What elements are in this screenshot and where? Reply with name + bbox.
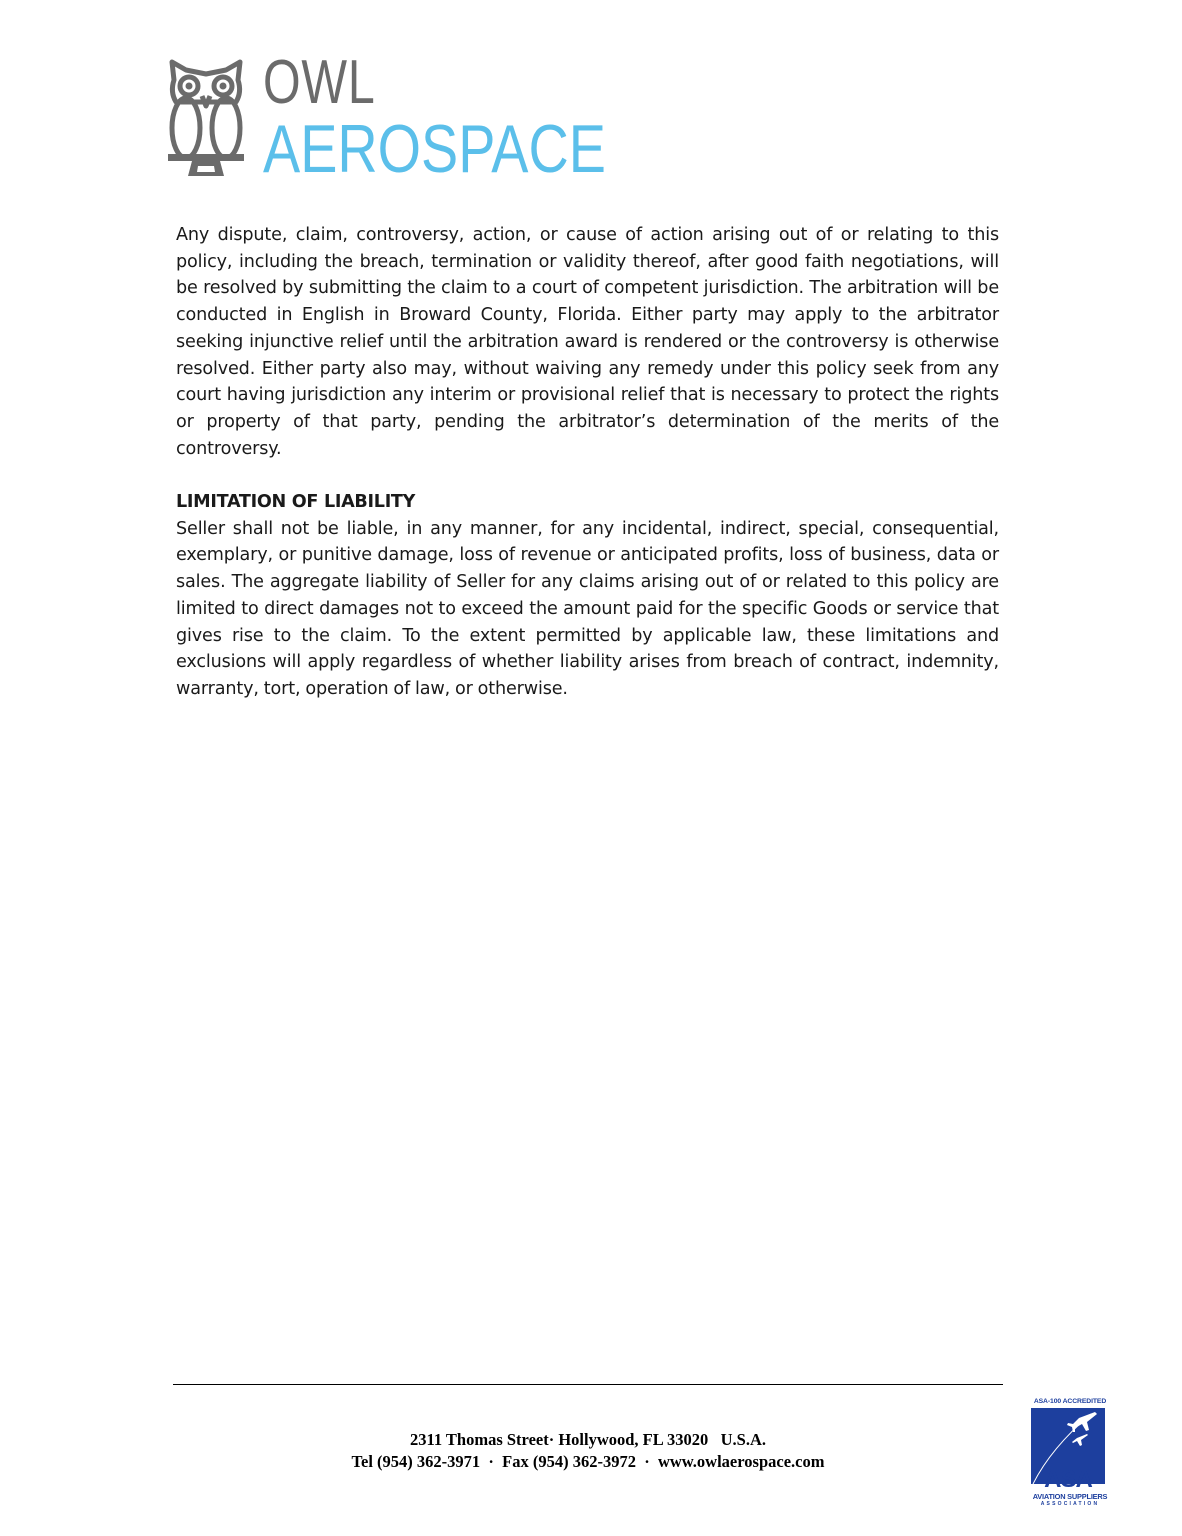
- brand-name-aerospace: AEROSPACE: [263, 111, 606, 187]
- dispute-resolution-paragraph: Any dispute, claim, controversy, action, or cause of action arising out of or relating to this policy, including the breach, termination or validity thereof, after good faith negotiations, will be resolved by submitting the claim to a court of competent jurisdiction. The arbitration will be conducted in English in Broward County, Florida. Either party may apply to the arbitrator seeking injunctive relief until the arbitration award is rendered or the controversy is otherwise resolved. Either party also may, without waiving any remedy under this policy seek from any court having jurisdiction any interim or provisional relief that is necessary to protect the rights or property of that party, pending the arbitrator’s determination of the merits of the controversy.: [176, 225, 999, 459]
- company-logo: [166, 48, 606, 187]
- footer-contact: [250, 1429, 926, 1473]
- asa-accreditation-badge: [1028, 1398, 1112, 1508]
- footer-divider: [173, 1384, 1003, 1385]
- asa-association-label: ASSOCIATION: [1040, 1501, 1100, 1507]
- limitation-of-liability-paragraph: Seller shall not be liable, in any manner, for any incidental, indirect, special, consequential, exemplary, or punitive damage, loss of revenue or anticipated profits, loss of business, data or sales. The aggregate liability of Seller for any claims arising out of or related to this policy are limited to direct damages not to exceed the amount paid for the specific Goods or service that gives rise to the claim. To the extent permitted by applicable law, these limitations and exclusions will apply regardless of whether liability arises from breach of contract, indemnity, warranty, tort, operation of law, or otherwise.: [176, 518, 999, 699]
- limitation-of-liability-heading: LIMITATION OF LIABILITY: [176, 492, 416, 513]
- asa-organization-name: AVIATION SUPPLIERS: [1032, 1492, 1108, 1501]
- owl-icon: [166, 58, 246, 178]
- brand-name-owl: OWL: [263, 48, 376, 117]
- document-body: [176, 222, 999, 703]
- asa-accredited-label: ASA-100 ACCREDITED: [1033, 1398, 1107, 1405]
- asa-letters: ASA: [1044, 1466, 1092, 1493]
- footer-phone-fax-web: Tel (954) 362-3971 · Fax (954) 362-3972 · www.owlaerospace.com: [351, 1452, 825, 1471]
- footer-address: 2311 Thomas Street· Hollywood, FL 33020 U.S.A.: [409, 1430, 766, 1449]
